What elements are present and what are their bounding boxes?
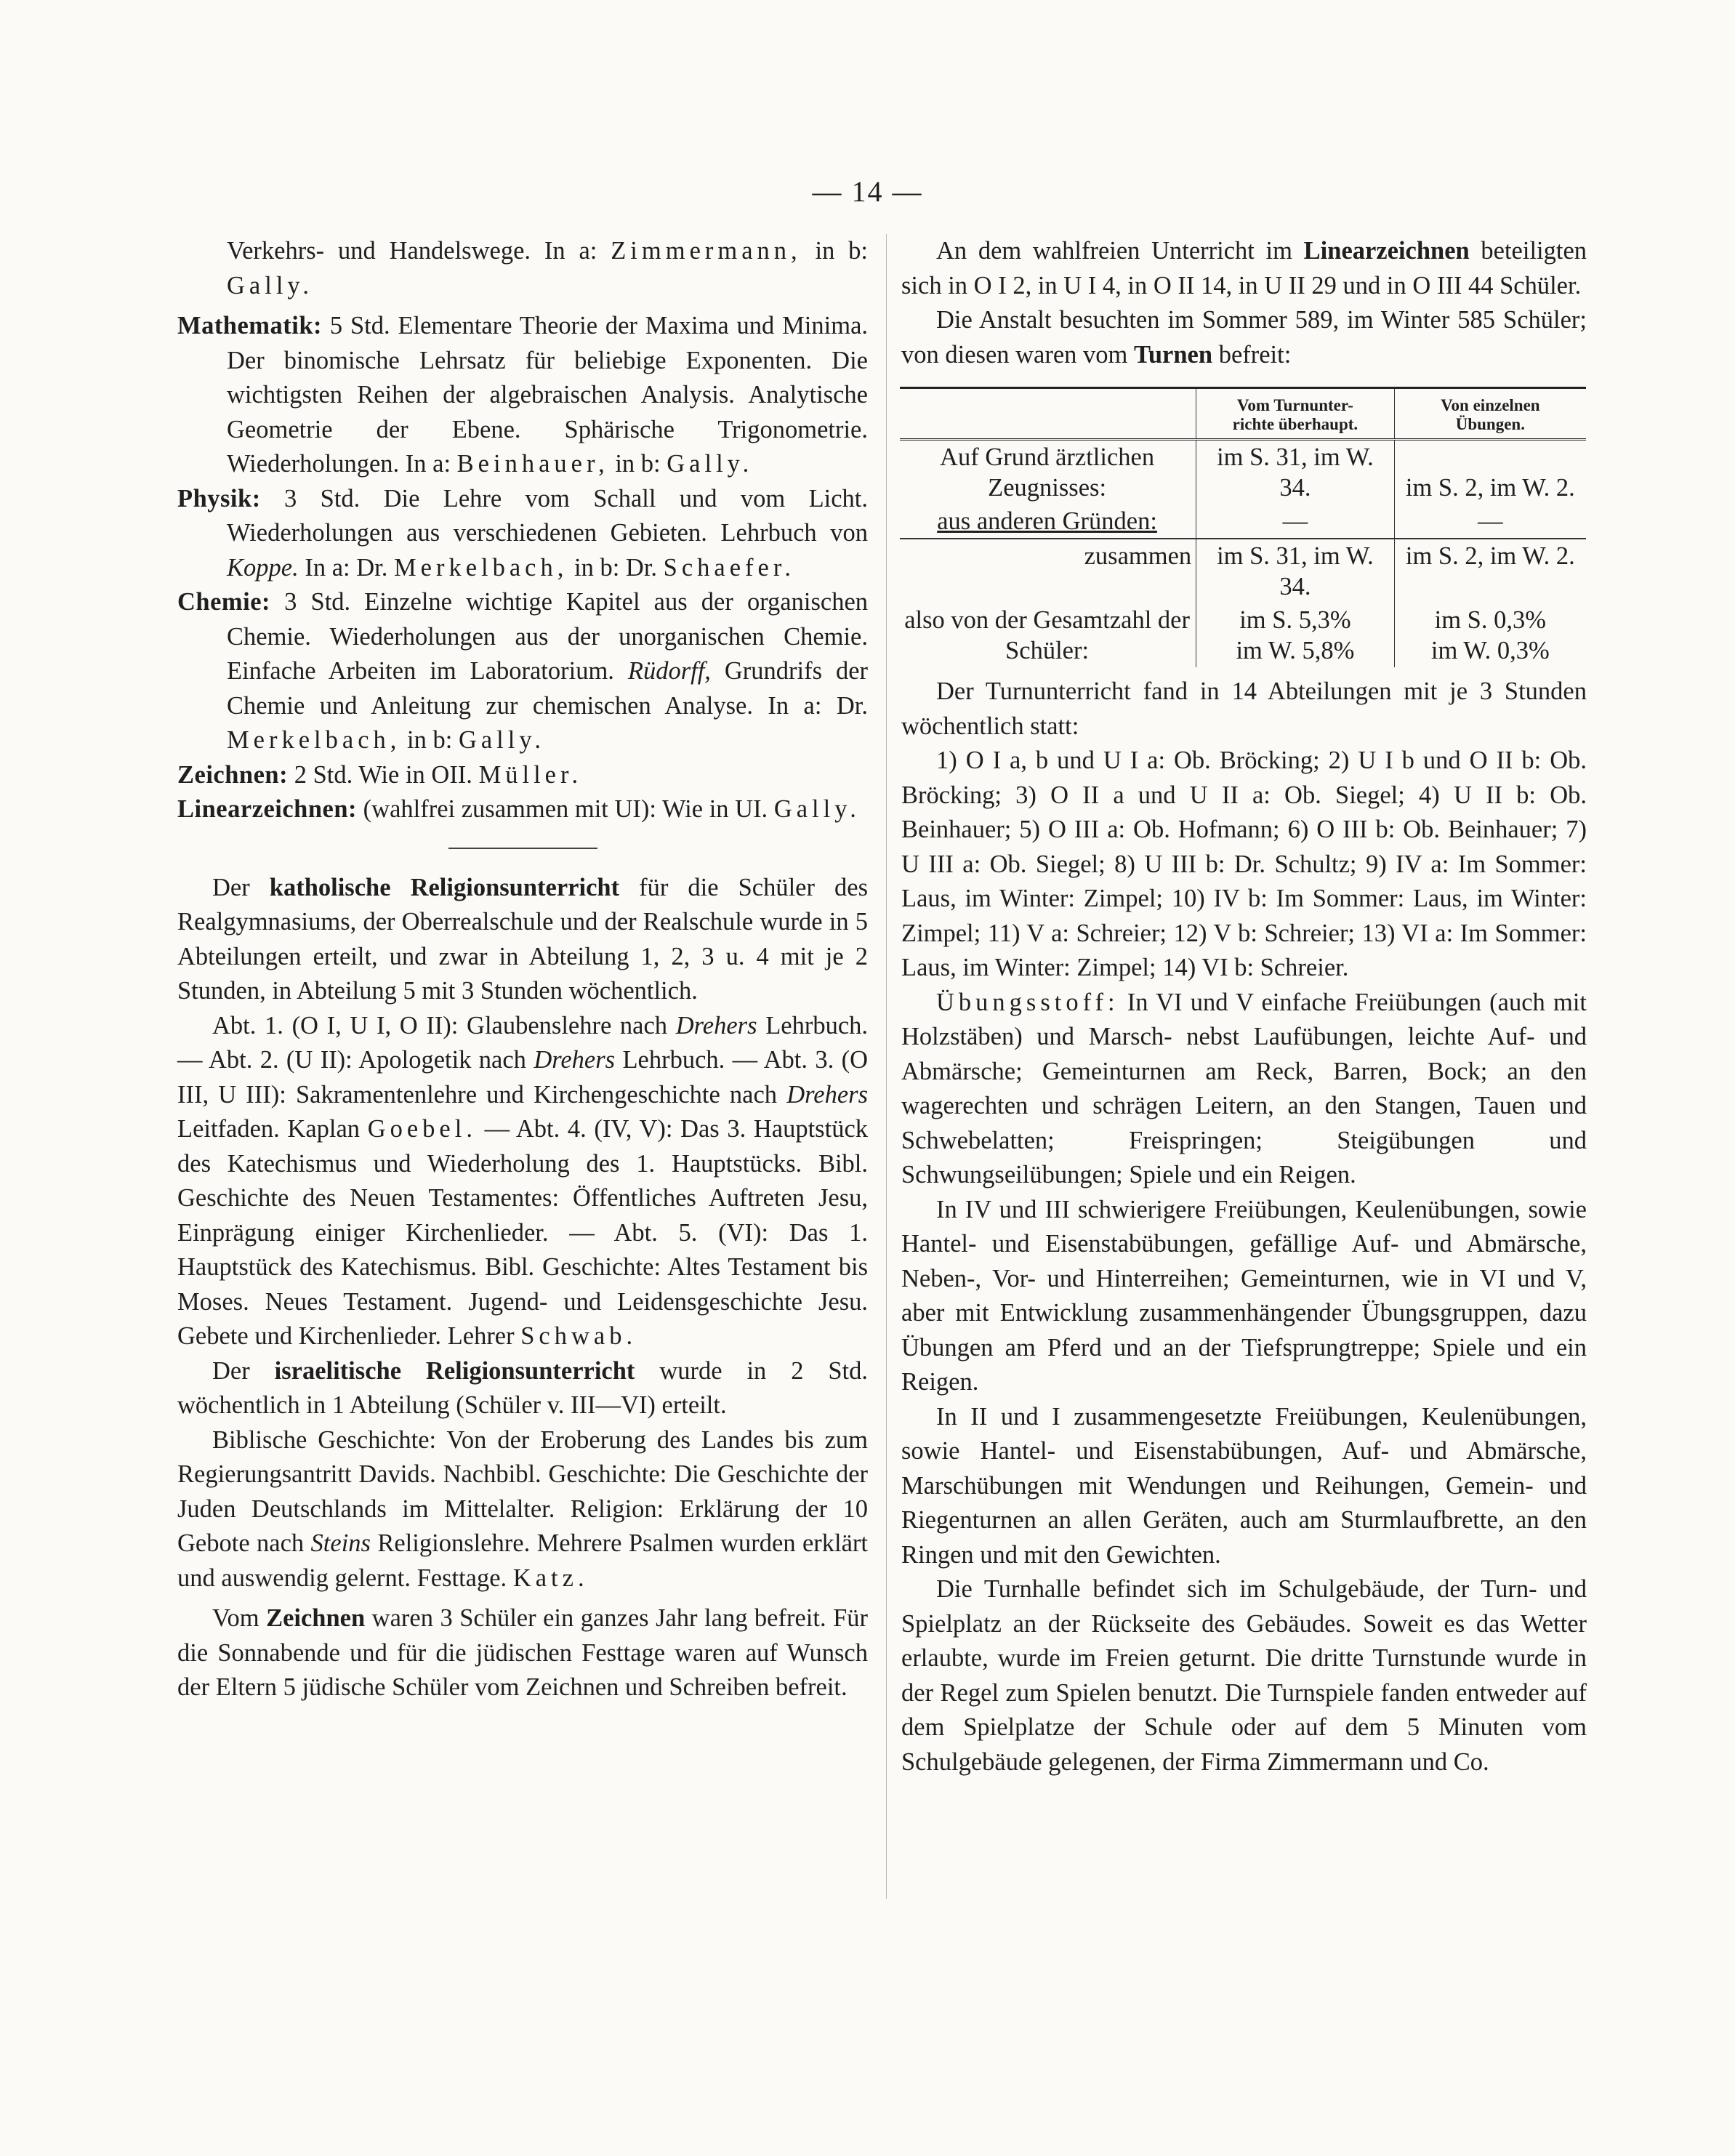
table-row — [900, 603, 1586, 667]
cell-sum-total: im S. 31, im W. 34. — [1196, 539, 1395, 603]
table-header-row — [900, 388, 1586, 440]
catholic-religion-paragraph: Der katholische Religionsunterricht für die Schüler des Realgymnasiums, der Oberrealschule und der Realschule wurde in 5 Abteilungen erteilt, und zwar in Abteilung 1, 2, 3 u. 4 mit je 2 Stunden, in Abteilung 5 mit 3 Stunden wöchentlich. — [177, 873, 868, 1005]
geography-continuation: Verkehrs- und Handelswege. In a: Zimmermann, in b: Gally. — [227, 237, 869, 299]
cell-other-total: — — [1196, 504, 1395, 539]
cell-percentage-single: im S. 0,3% im W. 0,3% — [1394, 603, 1586, 667]
column-divider — [886, 234, 887, 1899]
drawing-entry: Zeichnen: 2 Std. Wie in OII. Müller. — [177, 760, 583, 789]
exercise-material-paragraph: Übungsstoff: In VI und V einfache Freiübungen (auch mit Holzstäben) und Marsch- nebst Laufübungen, leichte Auf- und Abmärsche; Gemeinturnen am Reck, Barren, Bock; an den wagerechten und schrägen Leitern, an den Stangen, Tauen und Schwebelatten; Freispringen; Steigübungen und Schwungseilübungen; Spiele und ein Reigen. — [901, 988, 1587, 1188]
cell-percentage-total: im S. 5,3% im W. 5,8% — [1196, 603, 1395, 667]
table-row — [900, 539, 1586, 603]
cell-sum-single: im S. 2, im W. 2. — [1394, 539, 1586, 603]
drawing-exemption-paragraph: Vom Zeichnen waren 3 Schüler ein ganzes Jahr lang befreit. Für die Sonnabende und für die jüdischen Festtage waren auf Wunsch der Eltern 5 jüdische Schüler vom Zeichnen und Schreiben befreit. — [177, 1604, 868, 1701]
cell-medical-total: im S. 31, im W. 34. — [1196, 440, 1395, 505]
section-rule — [448, 848, 597, 849]
table-header-total: Vom Turnunter- richte überhaupt. — [1196, 388, 1395, 440]
exemption-table — [900, 387, 1586, 667]
physics-entry: Physik: 3 Std. Die Lehre vom Schall und vom Licht. Wiederholungen aus verschiedenen Gebieten. Lehrbuch von Koppe. In a: Dr. Merkelbach, in b: Dr. Schaefer. — [177, 484, 869, 582]
exercise-iv-iii-paragraph: In IV und III schwierigere Freiübungen, Keulenübungen, sowie Hantel- und Eisenstabübungen, gefällige Auf- und Abmärsche, Neben-, Vor- und Hinterreihen; Gemeinturnen, wie in VI und V, aber mit Entwicklung zusammenhängender Übungsgruppen, dazu Übungen am Pferd und an der Tiefsprungtreppe; Spiele und ein Reigen. — [901, 1195, 1587, 1396]
exercise-ii-i-paragraph: In II und I zusammengesetzte Freiübungen, Keulenübungen, sowie Hantel- und Eisenstabübungen, Auf- und Abmärsche, Marschübungen mit Wendungen und Reihungen, Gemein- und Riegenturnen an allen Geräten, auch am Sturmlaufbrette, an den Ringen und mit den Gewichten. — [901, 1402, 1587, 1569]
linear-drawing-entry: Linearzeichnen: (wahlfrei zusammen mit UI): Wie in UI. Gally. — [177, 795, 861, 823]
attendance-paragraph: Die Anstalt besuchten im Sommer 589, im Winter 585 Schüler; von diesen waren vom Turnen befreit: — [901, 306, 1587, 369]
table-header-empty — [900, 388, 1196, 440]
row-label-other: aus anderen Gründen: — [937, 507, 1157, 535]
right-column — [901, 234, 1587, 1779]
gymnastics-intro-paragraph: Der Turnunterricht fand in 14 Abteilungen mit je 3 Stunden wöchentlich statt: — [901, 677, 1587, 740]
table-row — [900, 440, 1586, 505]
biblical-history-paragraph: Biblische Geschichte: Von der Eroberung des Landes bis zum Regierungsantritt Davids. Nachbibl. Geschichte: Die Geschichte der Juden Deutschlands im Mittelalter. Religion: Erklärung der 10 Gebote nach Steins Religionslehre. Mehrere Psalmen wurden erklärt und auswendig gelernt. Festtage. Katz. — [177, 1425, 868, 1592]
row-label-medical: Auf Grund ärztlichen Zeugnisses: — [940, 443, 1155, 502]
table-header-single: Von einzelnen Übungen. — [1394, 388, 1586, 440]
gym-hall-paragraph: Die Turnhalle befindet sich im Schulgebäude, der Turn- und Spielplatz an der Rückseite des Gebäudes. Soweit es das Wetter erlaubte, wurde im Freien geturnt. Die dritte Turnstunde wurde in der Regel zum Spielen benutzt. Die Turnspiele fanden entweder auf dem Spielplatze der Schule oder auf dem 5 Minuten vom Schulgebäude gelegenen, der Firma Zimmermann und Co. — [901, 1575, 1587, 1776]
table-row — [900, 504, 1586, 539]
cell-medical-single: im S. 2, im W. 2. — [1394, 440, 1586, 505]
gymnastics-divisions-paragraph: 1) O I a, b und U I a: Ob. Bröcking; 2) U I b und O II b: Ob. Bröcking; 3) O II a und U II a: Ob. Siegel; 4) U II b: Ob. Beinhauer; 5) O III a: Ob. Hofmann; 6) O III b: Ob. Beinhauer; 7) U III a: Ob. Siegel; 8) U III b: Dr. Schultz; 9) IV a: Im Sommer: Laus, im Winter: Zimpel; 10) IV b: Im Sommer: Laus, im Winter: Zimpel; 11) V a: Schreier; 12) V b: Schreier; 13) VI a: Im Sommer: Laus, im Winter: Zimpel; 14) VI b: Schreier. — [901, 747, 1587, 981]
catholic-divisions-paragraph: Abt. 1. (O I, U I, O II): Glaubenslehre nach Drehers Lehrbuch. — Abt. 2. (U II): Apologetik nach Drehers Lehrbuch. — Abt. 3. (O III, U III): Sakramentenlehre und Kirchengeschichte nach Drehers Leitfaden. Kaplan Goebel. — Abt. 4. (IV, V): Das 3. Hauptstück des Katechismus und Wiederholung des 1. Hauptstücks. Bibl. Geschichte des Neuen Testamentes: Öffentliches Auftreten Jesu, Einprägung einiger Kirchenlieder. — Abt. 5. (VI): Das 1. Hauptstück des Katechismus. Bibl. Geschichte: Altes Testament bis Moses. Neues Testament. Jugend- und Leidensgeschichte Jesu. Gebete und Kirchenlieder. Lehrer Schwab. — [177, 1011, 869, 1350]
page-number: — 14 — — [812, 175, 923, 208]
jewish-religion-paragraph: Der israelitische Religionsunterricht wurde in 2 Std. wöchentlich in 1 Abteilung (Schüler v. III—VI) erteilt. — [177, 1356, 869, 1419]
cell-other-single: — — [1394, 504, 1586, 539]
chemistry-entry: Chemie: 3 Std. Einzelne wichtige Kapitel aus der organischen Chemie. Wiederholungen aus der unorganischen Chemie. Einfache Arbeiten im Laboratorium. Rüdorff, Grundrifs der Chemie und Anleitung zur chemischen Analyse. In a: Dr. Merkelbach, in b: Gally. — [177, 588, 869, 754]
row-label-sum: zusammen — [900, 539, 1196, 603]
linear-drawing-paragraph: An dem wahlfreien Unterricht im Linearzeichnen beteiligten sich in O I 2, in U I 4, in O II 14, in U II 29 und in O III 44 Schüler. — [901, 237, 1587, 299]
left-column — [177, 234, 868, 1705]
row-label-percentage: also von der Gesamtzahl der Schüler: — [904, 606, 1190, 664]
mathematics-entry: Mathematik: 5 Std. Elementare Theorie der Maxima und Minima. Der binomische Lehrsatz für beliebige Exponenten. Die wichtigsten Reihen der algebraischen Analysis. Analytische Geometrie der Ebene. Sphärische Trigonometrie. Wiederholungen. In a: Beinhauer, in b: Gally. — [177, 312, 869, 478]
